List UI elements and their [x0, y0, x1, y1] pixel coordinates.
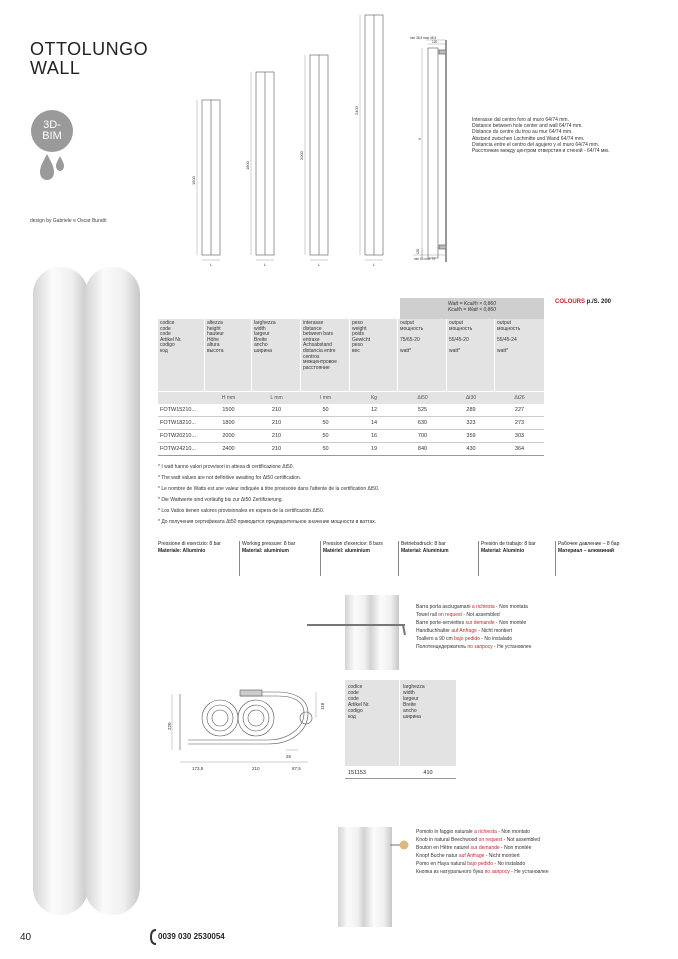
- knob-line: Knopf Buche natur auf Anfrage - Nicht montiert: [416, 853, 520, 859]
- phone-bracket-icon: [150, 929, 158, 945]
- table-cell: 700: [398, 430, 447, 443]
- knob-line: Pomolo in faggio naturale a richiesta - Non montato: [416, 829, 530, 835]
- elevation-drawings: [180, 10, 410, 270]
- table-row-code: FOTW18210...: [158, 417, 205, 430]
- table-cell: 303: [495, 430, 544, 443]
- rail-dim-26: 26: [286, 754, 292, 759]
- side-dim-h: H: [418, 137, 422, 140]
- side-view-drawing: [408, 30, 468, 270]
- table-cell: 50: [301, 430, 350, 443]
- header-output-30: output мощность 55/45-20 watt*: [447, 319, 495, 391]
- bim-badge[interactable]: [31, 110, 73, 152]
- pressure-de: Betriebsdruck: 8 bar Material: Aluminium: [399, 541, 479, 576]
- table-cell: 12: [350, 404, 398, 417]
- table-cell: 210: [252, 430, 301, 443]
- table-cell: 50: [301, 404, 350, 417]
- height-label-4: 2400: [354, 106, 359, 115]
- rail-dim-87: 87,5: [292, 766, 301, 771]
- table-row-code: FOTW20210...: [158, 430, 205, 443]
- interasse-line: Distance between hole center and wall 64/74 mm.: [472, 123, 583, 130]
- colours-label: COLOURS: [555, 299, 585, 305]
- interasse-line: Abstand zwischen Lochmitte und Wand 64/74 mm.: [472, 135, 585, 142]
- table-cell: 630: [398, 417, 447, 430]
- table-cell: 273: [495, 417, 544, 430]
- table-cell: 50: [301, 417, 350, 430]
- pressure-it: Pressione di esercizio: 8 bar Materiale: Alluminio: [158, 541, 240, 576]
- pressure-ru: Рабочее давление – 8 бар Материал – алюминий: [558, 541, 620, 554]
- table-cell: 430: [447, 443, 495, 456]
- rail-header-width: larghezza width largeur Breite ancho ширина: [403, 684, 425, 720]
- header-code: codice code code Artikel Nr. codigo код: [158, 319, 205, 391]
- table-cell: 323: [447, 417, 495, 430]
- unit-height: H mm: [221, 395, 236, 401]
- width-label-1: L: [210, 262, 213, 267]
- interasse-line: Distance du centre du trou au mur 64/74 mm.: [472, 129, 573, 136]
- table-cell: 210: [252, 443, 301, 456]
- knob-line: Bouton en Hêtre naturel sur demande - Non montée: [416, 845, 532, 851]
- note-line: * I watt hanno valori provvisori in attesa di certificazione Δt50.: [158, 464, 294, 470]
- note-line: * Die Wattwerte sind vorläufig bis zur Δt50 Zertifizierung.: [158, 497, 283, 503]
- header-output-50: output мощность 75/65-20 watt*: [398, 319, 447, 391]
- table-row-code: FOTW24210...: [158, 443, 205, 456]
- side-top-note: min 38,5 max 48,5: [410, 36, 437, 40]
- rail-table-row: [345, 768, 456, 779]
- unit-dt26: Δt26: [514, 395, 525, 401]
- knob-text: [416, 828, 549, 876]
- watt-formula-2: Kcal/h = Watt × 0,860: [448, 307, 496, 314]
- table-cell: 210: [252, 404, 301, 417]
- table-cell: 227: [495, 404, 544, 417]
- table-cell: 840: [398, 443, 447, 456]
- title-line-2: WALL: [30, 58, 81, 78]
- note-line: * Le nombre de Watts est une valeur indiquée à titre provisoire dans l'attente de la certification Δt50.: [158, 486, 380, 492]
- unit-distance: I mm: [319, 395, 332, 401]
- header-width: larghezza width largeur Breite ancho ширина: [252, 319, 301, 391]
- page-number: 40: [20, 932, 32, 943]
- interasse-line: Расстояние между центром отверстия и стеной - 64/74 мм.: [472, 148, 610, 155]
- rail-header-code: codice code code Artikel Nr. codigo код: [345, 680, 400, 766]
- table-cell: 50: [301, 443, 350, 456]
- design-credit: design by Gabriele e Oscar Buratti: [30, 218, 107, 224]
- interasse-line: Interasse dal centro foro al muro 64/74 mm.: [472, 117, 569, 123]
- knob-image: [330, 827, 420, 927]
- radiator-product-image: [25, 262, 155, 917]
- table-cell: 1800: [205, 417, 252, 430]
- product-title: [30, 40, 148, 78]
- width-label-2: L: [264, 262, 267, 267]
- width-label-4: L: [373, 262, 376, 267]
- colours-ref: p./S. 200: [586, 299, 612, 305]
- rail-top-view-drawing: [168, 688, 338, 778]
- phone-number[interactable]: 0039 030 2530054: [158, 932, 225, 941]
- header-height: altezza height hauteur Höhe altura высота: [205, 319, 252, 391]
- spec-table: [158, 319, 544, 456]
- table-cell: 359: [447, 430, 495, 443]
- table-cell: 1500: [205, 404, 252, 417]
- table-cell: 16: [350, 430, 398, 443]
- unit-code: [158, 392, 205, 404]
- table-cell: 210: [252, 417, 301, 430]
- table-row-code: FOTW15210...: [158, 404, 205, 417]
- watt-formula-1: Watt = Kcal/h × 0,860: [448, 301, 496, 307]
- note-line: * До получения сертификата Δt50 приводится предварительное значение мощности в ваттах.: [158, 519, 377, 525]
- table-cell: 2000: [205, 430, 252, 443]
- unit-dt50: Δt50: [417, 395, 428, 401]
- rail-line: Barre porte-serviettes sur demande - Non montée: [416, 620, 527, 626]
- height-label-2: 1800: [245, 161, 250, 170]
- watt-formula-box: [400, 298, 544, 319]
- side-dim-bottom2: min 64 max 74: [414, 257, 435, 261]
- rail-dim-220: 220: [167, 722, 172, 730]
- note-line: * Los Vatios tienen valores provisionales en espera de la certificación Δt50.: [158, 508, 325, 514]
- interasse-text: [472, 117, 609, 154]
- rail-line: Barra porta asciugamani a richiesta - Non montata: [416, 604, 528, 610]
- water-drops-icon: [38, 152, 68, 186]
- rail-line: Handtuchhalter auf Anfrage - Nicht montiert: [416, 628, 513, 634]
- towel-rail-text: [416, 603, 531, 651]
- rail-table-header: [345, 680, 456, 766]
- rail-line: Towel rail on request - Not assembled: [416, 612, 500, 618]
- header-output-26: output мощность 55/45-24 watt*: [497, 320, 521, 354]
- pressure-es: Presión de trabajo: 8 bar Material: Aluminio: [479, 541, 556, 576]
- colours-link[interactable]: [555, 299, 611, 305]
- unit-weight: Kg: [370, 395, 378, 401]
- pressure-en: Working pressure: 8 bar Material: aluminium: [240, 541, 321, 576]
- table-cell: 289: [447, 404, 495, 417]
- unit-dt30: Δt30: [465, 395, 477, 401]
- table-cell: 19: [350, 443, 398, 456]
- rail-dim-118: 118: [320, 702, 325, 710]
- note-line: * The watt values are not definitive awaiting for Δt50 certification.: [158, 475, 302, 481]
- table-cell: 14: [350, 417, 398, 430]
- height-label-3: 2000: [299, 151, 304, 160]
- rail-code: 151153: [348, 770, 366, 776]
- header-weight: peso weight poids Gewicht peso вес: [350, 319, 398, 391]
- side-dim-bottom1: 150: [416, 248, 420, 254]
- header-distance: interasse distance between bars entraxe Achsabstand distancia entre centros межцентровое расстояние: [301, 319, 350, 391]
- knob-line: Pomo en Haya natural bajo pedido - No instalado: [416, 861, 526, 867]
- unit-width: L mm: [270, 395, 283, 401]
- title-line-1: OTTOLUNGO: [30, 39, 149, 59]
- interasse-line: Distancia entre el centro del agujero y el muro 64/74 mm.: [472, 141, 600, 148]
- table-cell: 2400: [205, 443, 252, 456]
- badge-line-1: 3D-: [43, 119, 61, 131]
- table-cell: 364: [495, 443, 544, 456]
- rail-line: Toallero a 90 cm bajo pedido - No instalado: [416, 636, 513, 642]
- pressure-fr: Pression d'exercice: 8 bars Matériel: aluminium: [321, 541, 399, 576]
- watt-notes: [158, 462, 379, 528]
- pressure-material-row: [158, 541, 628, 576]
- towel-rail-image: [305, 595, 415, 670]
- side-dim-top: 120: [432, 40, 438, 44]
- knob-line: Кнопка из натурального бука по запросу - Не установлен: [416, 869, 549, 875]
- rail-width: 410: [423, 770, 433, 776]
- height-label-1: 1500: [191, 176, 196, 185]
- width-label-3: L: [318, 262, 321, 267]
- rail-dim-173: 173,5: [192, 766, 204, 771]
- knob-line: Knob in natural Beechwood on request - Not assembled: [416, 837, 540, 843]
- rail-dim-210: 210: [252, 766, 260, 771]
- table-cell: 525: [398, 404, 447, 417]
- badge-line-2: BIM: [42, 130, 62, 142]
- rail-line: Полотенцедержатель по запросу - Не установлен: [416, 644, 532, 650]
